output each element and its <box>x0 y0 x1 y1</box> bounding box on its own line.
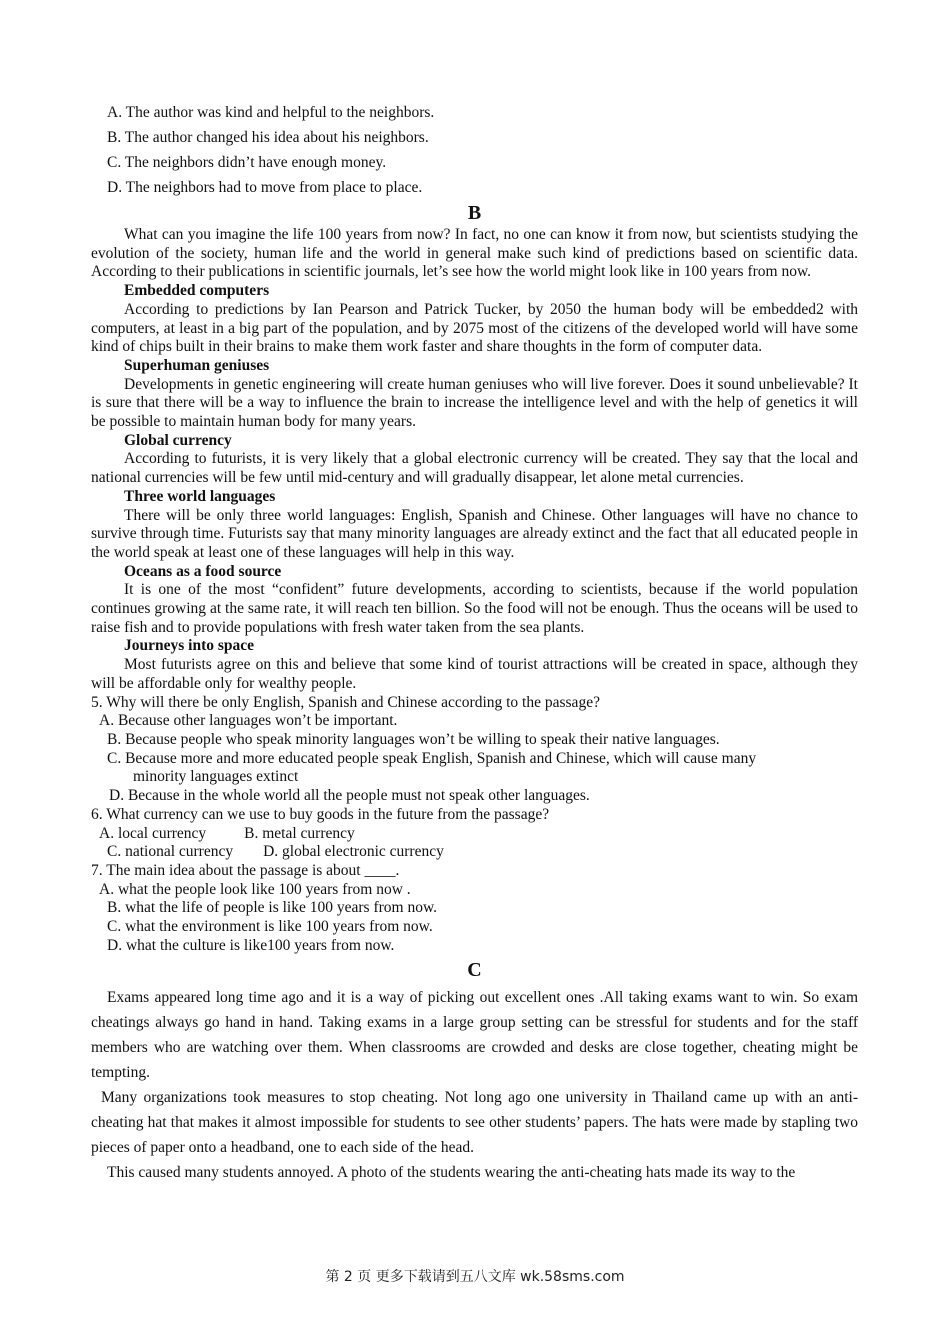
question-5-option-c-line2: minority languages extinct <box>133 768 299 786</box>
prev-option-a: A. The author was kind and helpful to the neighbors. <box>107 104 435 121</box>
section-b-intro: What can you imagine the life 100 years from now? In fact, no one can know it from now, but scientists studying the evolution of the society, human life and the world in general make such kind of predictions based on scientific data. According to their publications in scientific journals, let’s see how the world might look like in 100 years from now. <box>91 226 858 281</box>
topic-heading: Superhuman geniuses <box>124 356 270 374</box>
question-6-options-ab <box>91 825 858 844</box>
question-7-option-a: A. what the people look like 100 years from now . <box>99 880 411 898</box>
section-c-title: C <box>467 959 482 982</box>
section-c-paragraph-2: Many organizations took measures to stop cheating. Not long ago one university in Thailand came up with an anti-cheating hat that makes it almost impossible for students to see other students’ papers. The hats were made by stapling two pieces of paper onto a headband, one to each side of the head. <box>91 1089 858 1157</box>
question-5-option-a: A. Because other languages won’t be important. <box>99 712 398 730</box>
question-7-option-b: B. what the life of people is like 100 years from now. <box>107 899 438 917</box>
topic-text: Developments in genetic engineering will create human geniuses who will live forever. Does it sound unbelievable? It is sure that there will be a way to influence the brain to increase the intelligence level and with the help of genetics it will be possible to maintain human body for many years. <box>91 375 858 431</box>
question-6-option-c: C. national currency <box>107 843 234 861</box>
question-6-option-b: B. metal currency <box>244 824 355 842</box>
prev-option-c: C. The neighbors didn’t have enough money. <box>107 154 387 171</box>
section-c-paragraph-1: Exams appeared long time ago and it is a way of picking out excellent ones .All taking exams want to win. So exam cheatings always go hand in hand. Taking exams in a large group setting can be stressful for students and for the staff members who are watching over them. When classrooms are crowded and desks are close together, cheating might be tempting. <box>91 989 858 1082</box>
question-7-stem: 7. The main idea about the passage is about ____. <box>91 861 400 879</box>
question-6-stem: 6. What currency can we use to buy goods in the future from the passage? <box>91 805 550 823</box>
topic-text: According to futurists, it is very likely that a global electronic currency will be created. They say that the local and national currencies will be few until mid-century and will gradually disappear, let alone metal currencies. <box>91 450 858 487</box>
question-5-option-d: D. Because in the whole world all the people must not speak other languages. <box>109 787 590 805</box>
topic-heading: Embedded computers <box>124 282 270 300</box>
prev-option-d: D. The neighbors had to move from place to place. <box>107 179 423 196</box>
topic-heading: Oceans as a food source <box>124 562 282 580</box>
question-7-option-d: D. what the culture is like100 years from now. <box>107 936 395 954</box>
question-5-stem: 5. Why will there be only English, Spanish and Chinese according to the passage? <box>91 693 600 711</box>
section-b-title: B <box>467 202 482 224</box>
question-5-option-c-line1: C. Because more and more educated people speak English, Spanish and Chinese, which will cause many <box>107 749 757 767</box>
question-6-options-cd <box>91 843 858 862</box>
question-6-option-d: D. global electronic currency <box>263 843 444 861</box>
prev-option-b: B. The author changed his idea about his neighbors. <box>107 129 429 146</box>
page-footer: 第 2 页 更多下载请到五八文库 wk.58sms.com <box>325 1269 625 1285</box>
section-c-paragraph-3: This caused many students annoyed. A photo of the students wearing the anti-cheating hats made its way to the <box>107 1164 796 1182</box>
topic-text: It is one of the most “confident” future developments, according to scientists, because if the world population continues growing at the same rate, it will reach ten billion. So the food will not be enough. Thus the oceans will be used to raise fish and to provide populations with fresh water taken from the sea plants. <box>91 581 858 636</box>
topic-heading: Three world languages <box>124 487 276 505</box>
question-5-option-c <box>91 750 858 787</box>
document-page <box>91 100 858 1185</box>
topic-text: According to predictions by Ian Pearson and Patrick Tucker, by 2050 the human body will be embedded2 with computers, at least in a big part of the population, and by 2075 most of the citizens of the developed world will have some kind of chips built in their brains to make them work faster and share thoughts in the form of computer data. <box>91 300 858 356</box>
question-7-option-c: C. what the environment is like 100 years from now. <box>107 918 433 936</box>
topic-text: There will be only three world languages: English, Spanish and Chinese. Other languages will have no chance to survive through time. Futurists say that many minority languages are already extinct and the fact that all educated people in the world speak at least one of these languages will help in this way. <box>91 506 858 561</box>
question-5-option-b: B. Because people who speak minority languages won’t be willing to speak their native languages. <box>107 730 720 748</box>
topic-heading: Global currency <box>124 431 232 449</box>
topic-text: Most futurists agree on this and believe that some kind of tourist attractions will be created in space, although they will be affordable only for wealthy people. <box>91 656 858 692</box>
topic-heading: Journeys into space <box>124 637 255 655</box>
question-6-option-a: A. local currency <box>99 824 207 842</box>
